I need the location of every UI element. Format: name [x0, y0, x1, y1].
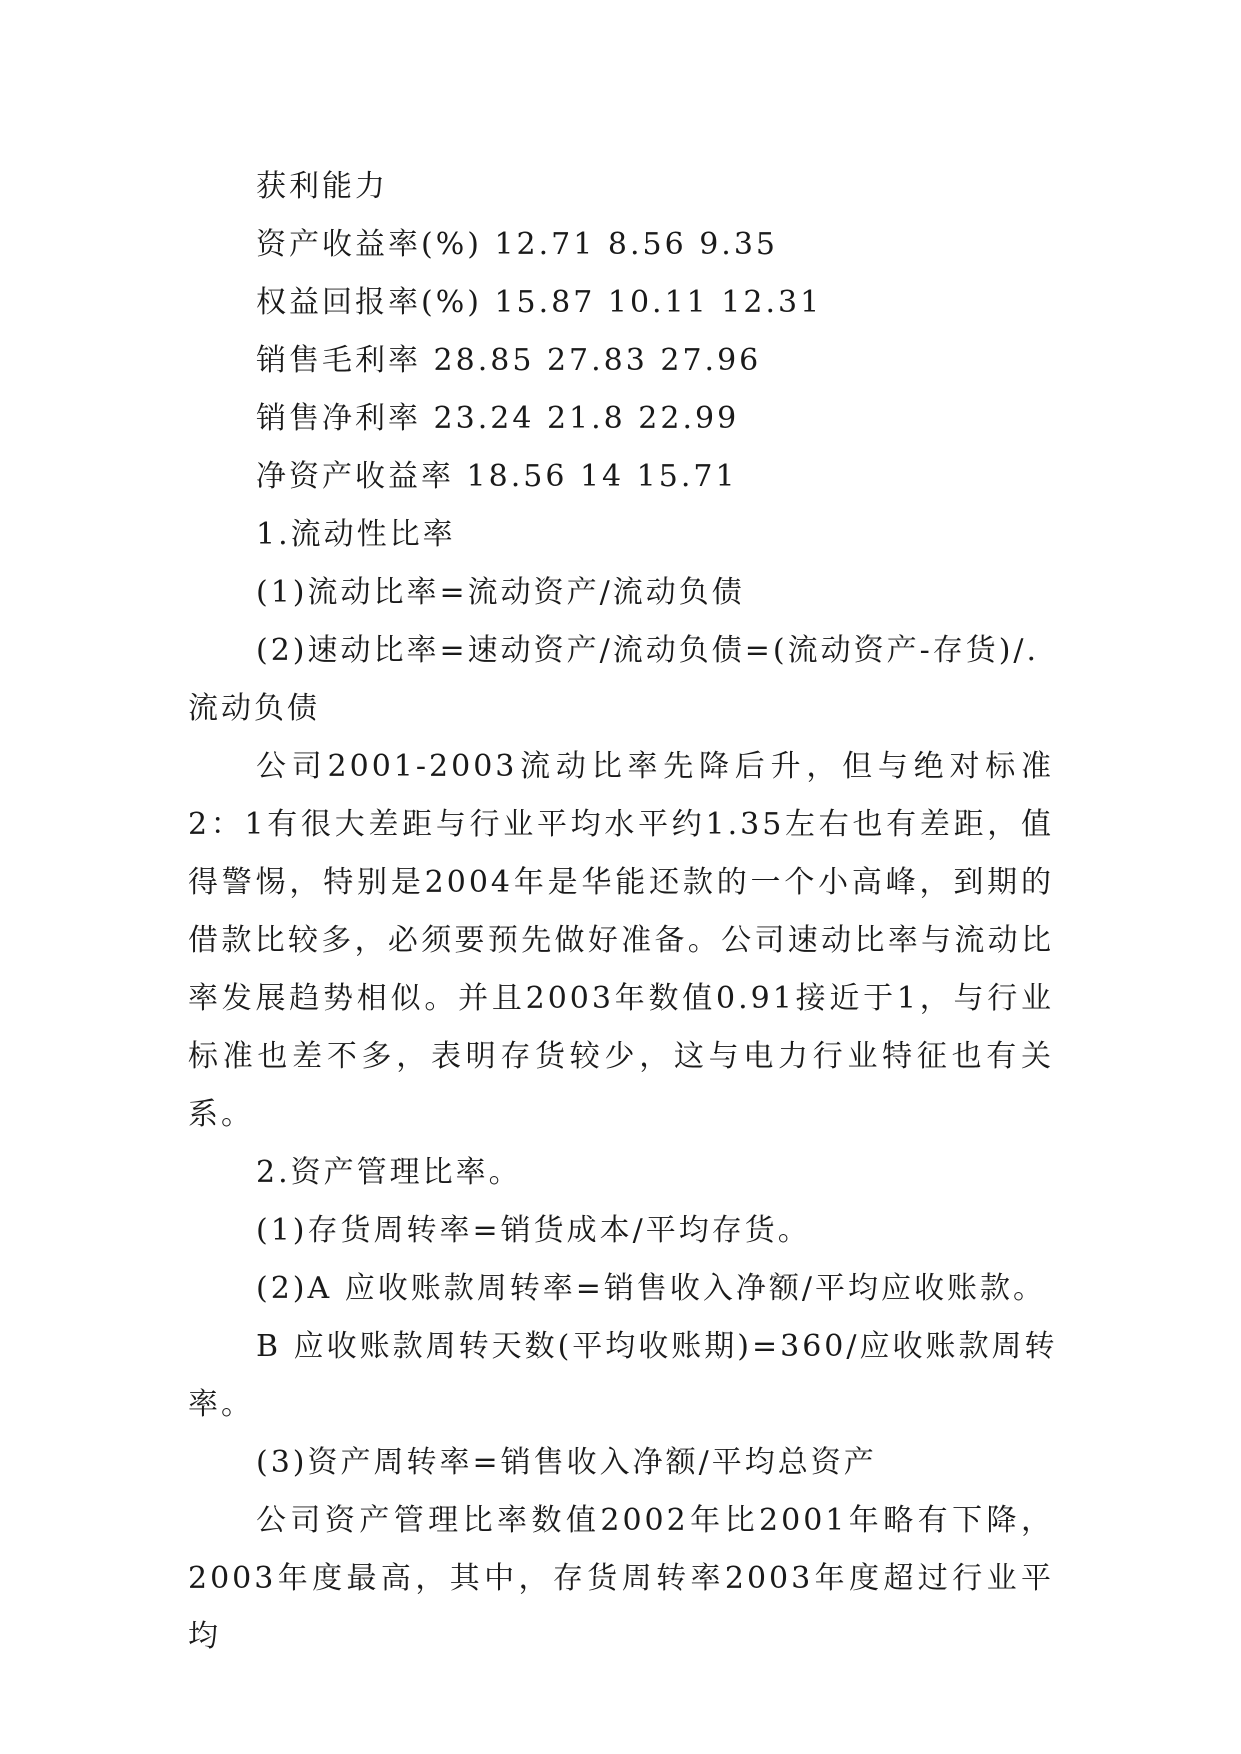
section-heading-asset-management: 2.资产管理比率。: [256, 1155, 522, 1190]
data-row-roe: 净资产收益率 18.56 14 15.71: [256, 459, 738, 494]
formula-quick-ratio: (2)速动比率=速动资产/流动负债=(流动资产-存货)/.: [256, 633, 1040, 668]
formula-current-ratio: (1)流动比率=流动资产/流动负债: [256, 575, 745, 610]
paragraph-liquidity-analysis: 公司2001-2003流动比率先降后升，但与绝对标准2：1有很大差距与行业平均水平约1.35左右也有差距，值得警惕，特别是2004年是华能还款的一个小高峰，到期的借款比较多，必须要预先做好准备。公司速动比率与流动比率发展趋势相似。并且2003年数值0.91接近于1，与行业标准也差不多，表明存货较少，这与电力行业特征也有关系。: [188, 749, 1054, 1132]
formula-inventory-turnover: (1)存货周转率=销货成本/平均存货。: [256, 1213, 811, 1248]
section-heading-liquidity: 1.流动性比率: [256, 517, 456, 552]
data-row-gross-margin: 销售毛利率 28.85 27.83 27.96: [256, 343, 762, 378]
formula-receivables-turnover: (2)A 应收账款周转率=销售收入净额/平均应收账款。: [256, 1271, 1046, 1306]
formula-quick-ratio-continued: 流动负债: [188, 691, 320, 726]
formula-receivables-days-continued: 率。: [188, 1387, 254, 1422]
formula-asset-turnover: (3)资产周转率=销售收入净额/平均总资产: [256, 1445, 877, 1480]
data-row-return-on-equity: 权益回报率(%) 15.87 10.11 12.31: [256, 285, 823, 320]
data-row-return-on-assets: 资产收益率(%) 12.71 8.56 9.35: [256, 227, 778, 262]
paragraph-asset-management-analysis: 公司资产管理比率数值2002年比2001年略有下降，2003年度最高，其中，存货周转率2003年度超过行业平均: [188, 1503, 1054, 1654]
formula-receivables-days: B 应收账款周转天数(平均收账期)=360/应收账款周转: [256, 1329, 1058, 1364]
document-body: [188, 158, 1058, 1666]
section-heading-profitability: 获利能力: [256, 169, 388, 204]
data-row-net-margin: 销售净利率 23.24 21.8 22.99: [256, 401, 740, 436]
